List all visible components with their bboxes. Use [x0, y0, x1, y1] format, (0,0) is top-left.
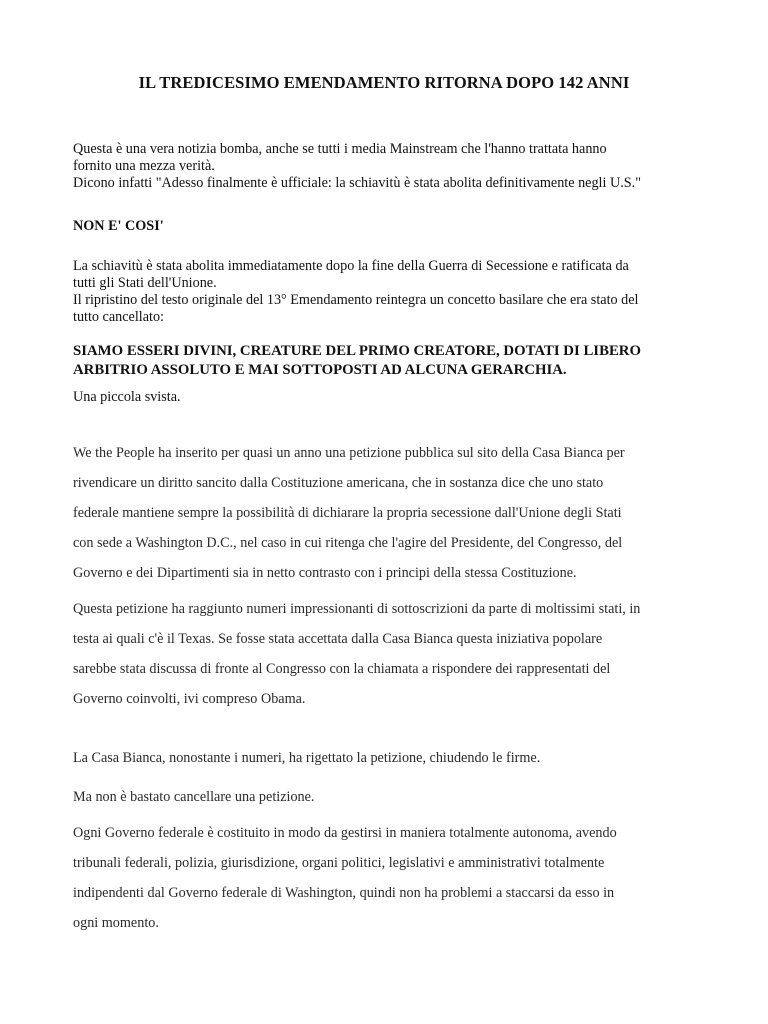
schiavitu-line-2: tutti gli Stati dell'Unione. [73, 275, 217, 291]
schiavitu-paragraph [73, 258, 703, 326]
intro-line-3: Dicono infatti "Adesso finalmente è ufficiale: la schiavitù è stata abolita definitivamente negli U.S." [73, 175, 642, 191]
intro-line-1: Questa è una vera notizia bomba, anche se tutti i media Mainstream che l'hanno trattata hanno [73, 141, 607, 157]
governo-line-3: indipendenti dal Governo federale di Washington, quindi non ha problemi a staccarsi da esso in [73, 885, 615, 901]
numeri-line-4: Governo coinvolti, ivi compreso Obama. [73, 691, 306, 707]
intro-line-2: fornito una mezza verità. [73, 158, 215, 174]
svista-line: Una piccola svista. [73, 389, 181, 405]
petizione-paragraph [73, 438, 705, 588]
petizione-line-4: con sede a Washington D.C., nel caso in cui ritenga che l'agire del Presidente, del Congresso, del [73, 535, 623, 551]
petizione-line-5: Governo e dei Dipartimenti sia in netto contrasto con i principi della stessa Costituzione. [73, 565, 577, 581]
numeri-paragraph [73, 594, 705, 714]
numeri-line-2: testa ai quali c'è il Texas. Se fosse stata accettata dalla Casa Bianca questa iniziativa popolare [73, 631, 603, 647]
schiavitu-line-1: La schiavitù è stata abolita immediatamente dopo la fine della Guerra di Secessione e ratificata da [73, 258, 629, 274]
page-title: IL TREDICESIMO EMENDAMENTO RITORNA DOPO 142 ANNI [138, 73, 630, 92]
non-e-cosi-heading: NON E' COSI' [73, 218, 164, 234]
numeri-line-1: Questa petizione ha raggiunto numeri impressionanti di sottoscrizioni da parte di moltissimi stati, in [73, 601, 641, 617]
governo-line-2: tribunali federali, polizia, giurisdizione, organi politici, legislativi e amministrativi totalmente [73, 855, 605, 871]
governo-line-4: ogni momento. [73, 915, 159, 931]
intro-paragraph [73, 141, 703, 192]
divine-statement [73, 342, 713, 380]
divine-line-2: ARBITRIO ASSOLUTO E MAI SOTTOPOSTI AD ALCUNA GERARCHIA. [73, 362, 567, 378]
divine-line-1: SIAMO ESSERI DIVINI, CREATURE DEL PRIMO CREATORE, DOTATI DI LIBERO [73, 343, 642, 359]
numeri-line-3: sarebbe stata discussa di fronte al Congresso con la chiamata a rispondere dei rappresentati del [73, 661, 611, 677]
governo-paragraph [73, 818, 705, 938]
non-bastato-line: Ma non è bastato cancellare una petizione. [73, 789, 315, 805]
schiavitu-line-4: tutto cancellato: [73, 309, 164, 325]
petizione-line-1: We the People ha inserito per quasi un anno una petizione pubblica sul sito della Casa Bianca per [73, 445, 625, 461]
schiavitu-line-3: Il ripristino del testo originale del 13° Emendamento reintegra un concetto basilare che era stato del [73, 292, 639, 308]
petizione-line-2: rivendicare un diritto sancito dalla Costituzione americana, che in sostanza dice che uno stato [73, 475, 604, 491]
petizione-line-3: federale mantiene sempre la possibilità di dichiarare la propria secessione dall'Unione degli Stati [73, 505, 622, 521]
governo-line-1: Ogni Governo federale è costituito in modo da gestirsi in maniera totalmente autonoma, avendo [73, 825, 617, 841]
rigettato-line: La Casa Bianca, nonostante i numeri, ha rigettato la petizione, chiudendo le firme. [73, 750, 541, 766]
